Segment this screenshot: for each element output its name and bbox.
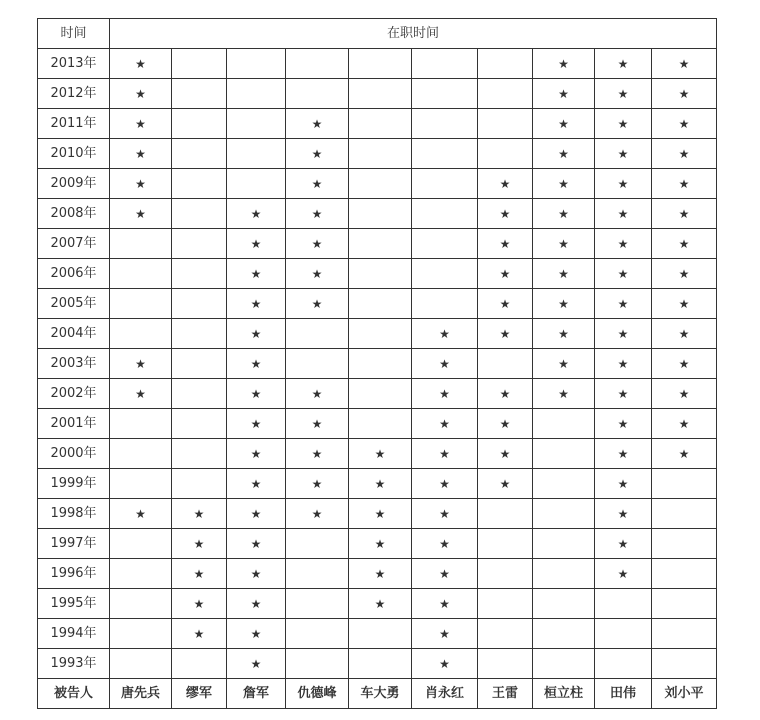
empty-cell bbox=[172, 49, 227, 79]
empty-cell bbox=[172, 199, 227, 229]
year-cell: 2007年 bbox=[38, 229, 110, 259]
star-icon: ★ bbox=[595, 49, 652, 79]
star-icon: ★ bbox=[595, 169, 652, 199]
empty-cell bbox=[286, 349, 349, 379]
star-icon: ★ bbox=[412, 469, 478, 499]
empty-cell bbox=[349, 379, 412, 409]
star-icon: ★ bbox=[349, 559, 412, 589]
year-cell: 2008年 bbox=[38, 199, 110, 229]
defendant-name-cell: 王雷 bbox=[478, 679, 533, 709]
empty-cell bbox=[652, 529, 717, 559]
empty-cell bbox=[478, 559, 533, 589]
table-row bbox=[38, 559, 717, 589]
star-icon: ★ bbox=[110, 349, 172, 379]
star-icon: ★ bbox=[533, 49, 595, 79]
empty-cell bbox=[172, 259, 227, 289]
empty-cell bbox=[478, 49, 533, 79]
empty-cell bbox=[478, 349, 533, 379]
star-icon: ★ bbox=[478, 319, 533, 349]
star-icon: ★ bbox=[652, 319, 717, 349]
star-icon: ★ bbox=[652, 199, 717, 229]
empty-cell bbox=[172, 289, 227, 319]
year-cell: 2012年 bbox=[38, 79, 110, 109]
empty-cell bbox=[349, 289, 412, 319]
star-icon: ★ bbox=[478, 409, 533, 439]
header-tenure-cell: 在职时间 bbox=[110, 19, 717, 49]
star-icon: ★ bbox=[533, 319, 595, 349]
empty-cell bbox=[349, 259, 412, 289]
star-icon: ★ bbox=[533, 379, 595, 409]
star-icon: ★ bbox=[286, 229, 349, 259]
empty-cell bbox=[652, 469, 717, 499]
star-icon: ★ bbox=[595, 529, 652, 559]
star-icon: ★ bbox=[652, 79, 717, 109]
star-icon: ★ bbox=[533, 289, 595, 319]
empty-cell bbox=[652, 559, 717, 589]
star-icon: ★ bbox=[412, 649, 478, 679]
star-icon: ★ bbox=[652, 349, 717, 379]
star-icon: ★ bbox=[595, 79, 652, 109]
empty-cell bbox=[110, 619, 172, 649]
star-icon: ★ bbox=[349, 529, 412, 559]
star-icon: ★ bbox=[478, 259, 533, 289]
table-row bbox=[38, 439, 717, 469]
star-icon: ★ bbox=[286, 409, 349, 439]
empty-cell bbox=[533, 439, 595, 469]
empty-cell bbox=[172, 319, 227, 349]
star-icon: ★ bbox=[595, 259, 652, 289]
star-icon: ★ bbox=[227, 619, 286, 649]
empty-cell bbox=[478, 529, 533, 559]
empty-cell bbox=[533, 649, 595, 679]
empty-cell bbox=[533, 619, 595, 649]
star-icon: ★ bbox=[533, 139, 595, 169]
empty-cell bbox=[412, 139, 478, 169]
empty-cell bbox=[478, 589, 533, 619]
header-row bbox=[38, 19, 717, 49]
empty-cell bbox=[172, 439, 227, 469]
empty-cell bbox=[172, 79, 227, 109]
empty-cell bbox=[533, 469, 595, 499]
empty-cell bbox=[172, 469, 227, 499]
empty-cell bbox=[412, 229, 478, 259]
star-icon: ★ bbox=[286, 289, 349, 319]
empty-cell bbox=[478, 499, 533, 529]
empty-cell bbox=[478, 79, 533, 109]
star-icon: ★ bbox=[652, 49, 717, 79]
star-icon: ★ bbox=[652, 259, 717, 289]
star-icon: ★ bbox=[533, 349, 595, 379]
star-icon: ★ bbox=[533, 169, 595, 199]
star-icon: ★ bbox=[595, 469, 652, 499]
star-icon: ★ bbox=[595, 109, 652, 139]
star-icon: ★ bbox=[286, 469, 349, 499]
empty-cell bbox=[595, 589, 652, 619]
year-cell: 1996年 bbox=[38, 559, 110, 589]
table-row bbox=[38, 259, 717, 289]
table-row bbox=[38, 469, 717, 499]
star-icon: ★ bbox=[110, 379, 172, 409]
year-cell: 2004年 bbox=[38, 319, 110, 349]
year-cell: 1999年 bbox=[38, 469, 110, 499]
star-icon: ★ bbox=[533, 79, 595, 109]
star-icon: ★ bbox=[349, 499, 412, 529]
empty-cell bbox=[110, 589, 172, 619]
table-row bbox=[38, 229, 717, 259]
star-icon: ★ bbox=[533, 109, 595, 139]
empty-cell bbox=[110, 529, 172, 559]
star-icon: ★ bbox=[652, 289, 717, 319]
empty-cell bbox=[172, 109, 227, 139]
star-icon: ★ bbox=[172, 529, 227, 559]
empty-cell bbox=[110, 229, 172, 259]
empty-cell bbox=[412, 289, 478, 319]
star-icon: ★ bbox=[349, 589, 412, 619]
year-cell: 1993年 bbox=[38, 649, 110, 679]
star-icon: ★ bbox=[110, 79, 172, 109]
empty-cell bbox=[349, 319, 412, 349]
star-icon: ★ bbox=[286, 499, 349, 529]
year-cell: 1998年 bbox=[38, 499, 110, 529]
empty-cell bbox=[478, 109, 533, 139]
star-icon: ★ bbox=[533, 199, 595, 229]
empty-cell bbox=[533, 499, 595, 529]
star-icon: ★ bbox=[110, 49, 172, 79]
empty-cell bbox=[412, 49, 478, 79]
star-icon: ★ bbox=[595, 199, 652, 229]
empty-cell bbox=[110, 469, 172, 499]
star-icon: ★ bbox=[595, 379, 652, 409]
star-icon: ★ bbox=[227, 289, 286, 319]
table-row bbox=[38, 529, 717, 559]
defendant-name-cell: 缪军 bbox=[172, 679, 227, 709]
empty-cell bbox=[110, 439, 172, 469]
empty-cell bbox=[412, 169, 478, 199]
empty-cell bbox=[412, 259, 478, 289]
star-icon: ★ bbox=[412, 349, 478, 379]
tenure-table bbox=[37, 18, 717, 709]
star-icon: ★ bbox=[652, 439, 717, 469]
footer-label-cell: 被告人 bbox=[38, 679, 110, 709]
star-icon: ★ bbox=[595, 559, 652, 589]
empty-cell bbox=[349, 409, 412, 439]
empty-cell bbox=[172, 349, 227, 379]
empty-cell bbox=[286, 49, 349, 79]
star-icon: ★ bbox=[412, 499, 478, 529]
star-icon: ★ bbox=[533, 229, 595, 259]
star-icon: ★ bbox=[412, 439, 478, 469]
empty-cell bbox=[349, 169, 412, 199]
empty-cell bbox=[412, 109, 478, 139]
table-row bbox=[38, 169, 717, 199]
star-icon: ★ bbox=[286, 439, 349, 469]
empty-cell bbox=[412, 79, 478, 109]
star-icon: ★ bbox=[349, 469, 412, 499]
star-icon: ★ bbox=[595, 229, 652, 259]
defendant-name-cell: 唐先兵 bbox=[110, 679, 172, 709]
star-icon: ★ bbox=[172, 559, 227, 589]
star-icon: ★ bbox=[172, 619, 227, 649]
star-icon: ★ bbox=[412, 319, 478, 349]
star-icon: ★ bbox=[227, 439, 286, 469]
year-cell: 1997年 bbox=[38, 529, 110, 559]
empty-cell bbox=[286, 649, 349, 679]
empty-cell bbox=[349, 139, 412, 169]
star-icon: ★ bbox=[286, 169, 349, 199]
star-icon: ★ bbox=[227, 499, 286, 529]
defendant-name-cell: 詹军 bbox=[227, 679, 286, 709]
table-row bbox=[38, 199, 717, 229]
star-icon: ★ bbox=[478, 169, 533, 199]
star-icon: ★ bbox=[412, 589, 478, 619]
empty-cell bbox=[349, 619, 412, 649]
empty-cell bbox=[478, 649, 533, 679]
empty-cell bbox=[533, 529, 595, 559]
star-icon: ★ bbox=[652, 409, 717, 439]
empty-cell bbox=[349, 649, 412, 679]
star-icon: ★ bbox=[478, 469, 533, 499]
star-icon: ★ bbox=[412, 409, 478, 439]
star-icon: ★ bbox=[110, 109, 172, 139]
star-icon: ★ bbox=[286, 379, 349, 409]
star-icon: ★ bbox=[110, 169, 172, 199]
star-icon: ★ bbox=[227, 379, 286, 409]
star-icon: ★ bbox=[478, 199, 533, 229]
star-icon: ★ bbox=[227, 259, 286, 289]
defendant-name-cell: 田伟 bbox=[595, 679, 652, 709]
empty-cell bbox=[286, 619, 349, 649]
table-row bbox=[38, 139, 717, 169]
empty-cell bbox=[110, 319, 172, 349]
star-icon: ★ bbox=[652, 169, 717, 199]
empty-cell bbox=[172, 379, 227, 409]
empty-cell bbox=[652, 499, 717, 529]
empty-cell bbox=[172, 409, 227, 439]
table-row bbox=[38, 319, 717, 349]
table-row bbox=[38, 589, 717, 619]
defendant-name-cell: 仇德峰 bbox=[286, 679, 349, 709]
star-icon: ★ bbox=[652, 379, 717, 409]
empty-cell bbox=[652, 589, 717, 619]
empty-cell bbox=[172, 229, 227, 259]
empty-cell bbox=[652, 649, 717, 679]
star-icon: ★ bbox=[595, 139, 652, 169]
star-icon: ★ bbox=[227, 319, 286, 349]
empty-cell bbox=[478, 139, 533, 169]
table-row bbox=[38, 379, 717, 409]
defendant-name-cell: 刘小平 bbox=[652, 679, 717, 709]
empty-cell bbox=[349, 109, 412, 139]
star-icon: ★ bbox=[227, 529, 286, 559]
star-icon: ★ bbox=[286, 259, 349, 289]
empty-cell bbox=[652, 619, 717, 649]
star-icon: ★ bbox=[286, 199, 349, 229]
empty-cell bbox=[286, 589, 349, 619]
empty-cell bbox=[172, 649, 227, 679]
empty-cell bbox=[286, 559, 349, 589]
star-icon: ★ bbox=[478, 289, 533, 319]
star-icon: ★ bbox=[595, 409, 652, 439]
empty-cell bbox=[286, 79, 349, 109]
star-icon: ★ bbox=[227, 409, 286, 439]
star-icon: ★ bbox=[595, 349, 652, 379]
star-icon: ★ bbox=[286, 109, 349, 139]
star-icon: ★ bbox=[652, 109, 717, 139]
star-icon: ★ bbox=[172, 589, 227, 619]
empty-cell bbox=[349, 349, 412, 379]
star-icon: ★ bbox=[652, 229, 717, 259]
star-icon: ★ bbox=[227, 649, 286, 679]
empty-cell bbox=[286, 319, 349, 349]
star-icon: ★ bbox=[412, 529, 478, 559]
year-cell: 2002年 bbox=[38, 379, 110, 409]
defendant-name-cell: 车大勇 bbox=[349, 679, 412, 709]
year-cell: 2013年 bbox=[38, 49, 110, 79]
year-cell: 2001年 bbox=[38, 409, 110, 439]
empty-cell bbox=[172, 139, 227, 169]
year-cell: 2003年 bbox=[38, 349, 110, 379]
star-icon: ★ bbox=[227, 229, 286, 259]
star-icon: ★ bbox=[533, 259, 595, 289]
empty-cell bbox=[227, 79, 286, 109]
star-icon: ★ bbox=[595, 289, 652, 319]
empty-cell bbox=[595, 619, 652, 649]
tenure-table-body bbox=[38, 19, 717, 709]
star-icon: ★ bbox=[110, 499, 172, 529]
star-icon: ★ bbox=[227, 199, 286, 229]
empty-cell bbox=[227, 109, 286, 139]
empty-cell bbox=[110, 649, 172, 679]
year-cell: 2009年 bbox=[38, 169, 110, 199]
star-icon: ★ bbox=[412, 619, 478, 649]
star-icon: ★ bbox=[478, 439, 533, 469]
empty-cell bbox=[412, 199, 478, 229]
star-icon: ★ bbox=[412, 379, 478, 409]
table-row bbox=[38, 619, 717, 649]
table-row bbox=[38, 79, 717, 109]
star-icon: ★ bbox=[412, 559, 478, 589]
defendant-name-cell: 桓立柱 bbox=[533, 679, 595, 709]
empty-cell bbox=[349, 229, 412, 259]
empty-cell bbox=[227, 49, 286, 79]
star-icon: ★ bbox=[286, 139, 349, 169]
empty-cell bbox=[286, 529, 349, 559]
star-icon: ★ bbox=[227, 559, 286, 589]
star-icon: ★ bbox=[478, 229, 533, 259]
empty-cell bbox=[478, 619, 533, 649]
table-row bbox=[38, 349, 717, 379]
year-cell: 2005年 bbox=[38, 289, 110, 319]
star-icon: ★ bbox=[227, 349, 286, 379]
empty-cell bbox=[595, 649, 652, 679]
star-icon: ★ bbox=[652, 139, 717, 169]
star-icon: ★ bbox=[172, 499, 227, 529]
empty-cell bbox=[533, 559, 595, 589]
empty-cell bbox=[110, 259, 172, 289]
table-row bbox=[38, 649, 717, 679]
empty-cell bbox=[349, 79, 412, 109]
star-icon: ★ bbox=[227, 589, 286, 619]
star-icon: ★ bbox=[110, 199, 172, 229]
year-cell: 1995年 bbox=[38, 589, 110, 619]
footer-row bbox=[38, 679, 717, 709]
table-row bbox=[38, 109, 717, 139]
table-row bbox=[38, 409, 717, 439]
table-row bbox=[38, 289, 717, 319]
empty-cell bbox=[349, 199, 412, 229]
year-cell: 2000年 bbox=[38, 439, 110, 469]
star-icon: ★ bbox=[227, 469, 286, 499]
star-icon: ★ bbox=[478, 379, 533, 409]
empty-cell bbox=[227, 139, 286, 169]
header-time-cell: 时间 bbox=[38, 19, 110, 49]
empty-cell bbox=[227, 169, 286, 199]
empty-cell bbox=[172, 169, 227, 199]
empty-cell bbox=[110, 289, 172, 319]
empty-cell bbox=[533, 589, 595, 619]
star-icon: ★ bbox=[595, 499, 652, 529]
star-icon: ★ bbox=[349, 439, 412, 469]
year-cell: 1994年 bbox=[38, 619, 110, 649]
year-cell: 2010年 bbox=[38, 139, 110, 169]
defendant-name-cell: 肖永红 bbox=[412, 679, 478, 709]
empty-cell bbox=[533, 409, 595, 439]
star-icon: ★ bbox=[595, 319, 652, 349]
star-icon: ★ bbox=[595, 439, 652, 469]
star-icon: ★ bbox=[110, 139, 172, 169]
empty-cell bbox=[110, 559, 172, 589]
year-cell: 2011年 bbox=[38, 109, 110, 139]
empty-cell bbox=[110, 409, 172, 439]
empty-cell bbox=[349, 49, 412, 79]
year-cell: 2006年 bbox=[38, 259, 110, 289]
table-row bbox=[38, 49, 717, 79]
table-row bbox=[38, 499, 717, 529]
